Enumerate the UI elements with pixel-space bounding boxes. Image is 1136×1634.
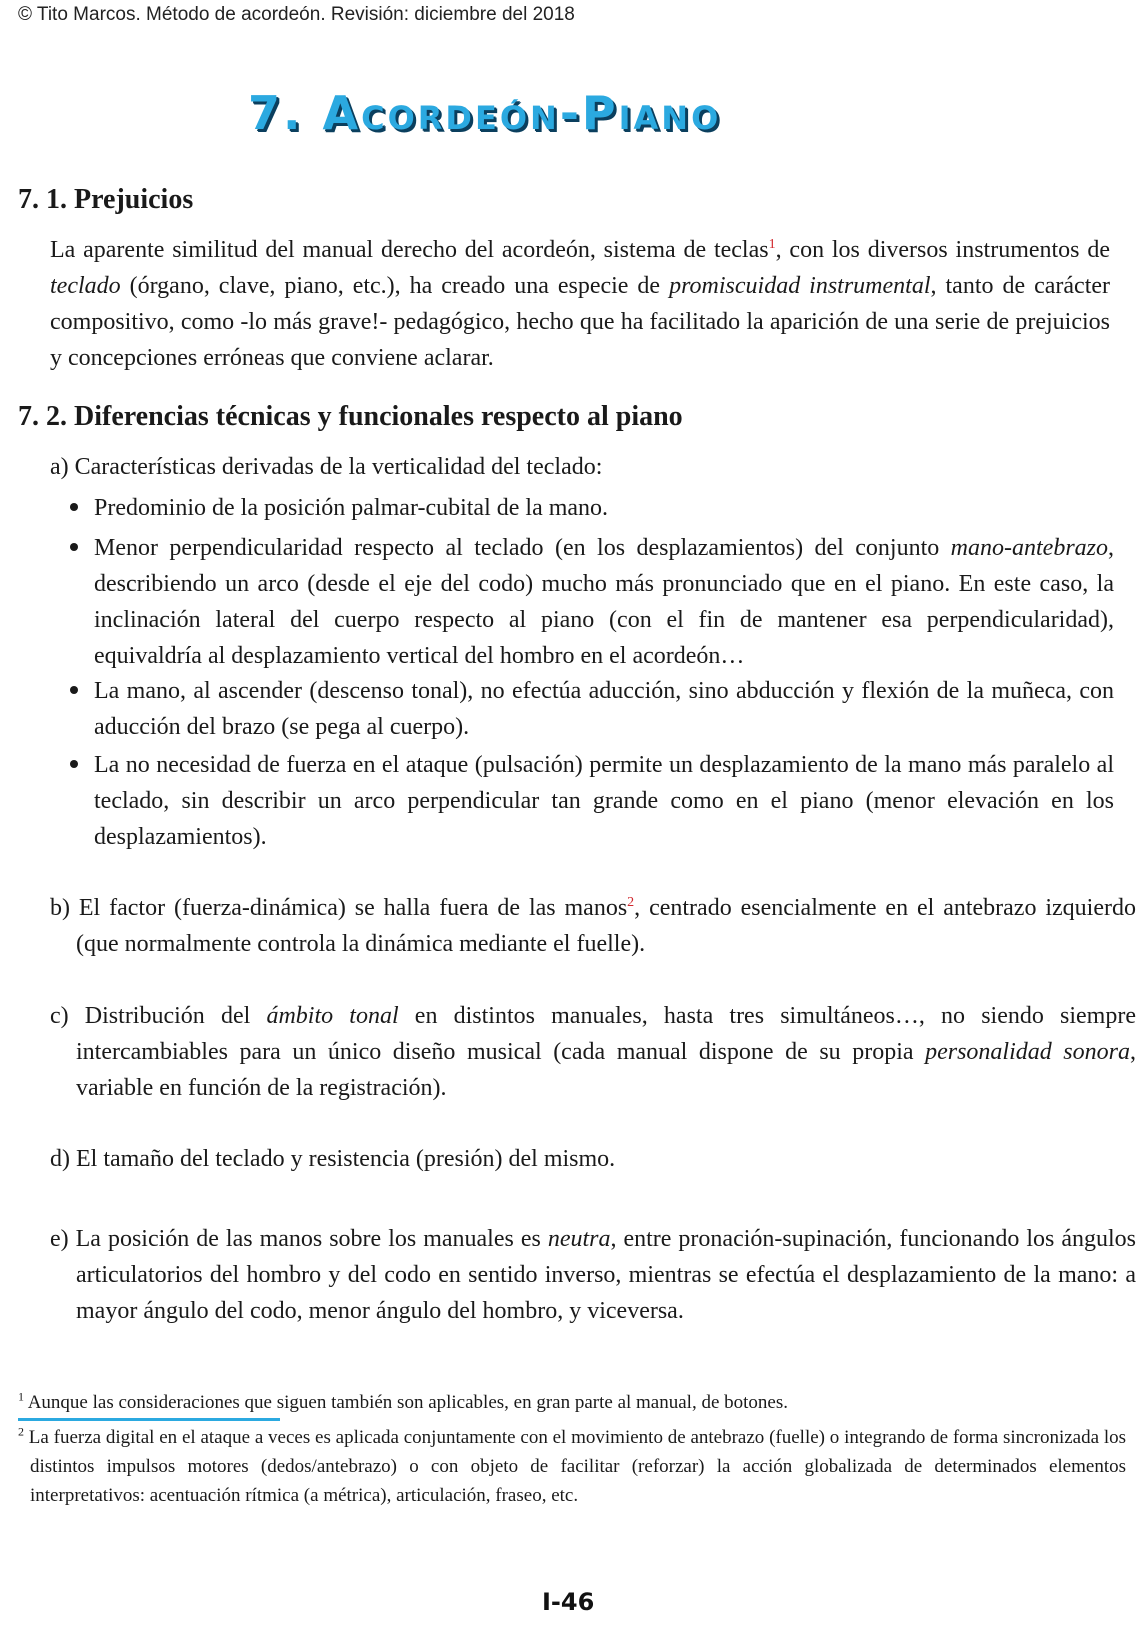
emphasis-text: neutra: [547, 1226, 611, 1252]
bullet-icon: [70, 503, 78, 511]
text-run: (órgano, clave, piano, etc.), ha creado una especie de: [120, 273, 670, 299]
footnote-ref-1[interactable]: 1: [768, 237, 776, 252]
footnote-ref-2[interactable]: 2: [627, 895, 635, 910]
footnote-2: [18, 1423, 1126, 1510]
text-run: , centrado esencialmente en el antebrazo izquierdo (que normalmente controla la dinámica mediante el fuelle).: [76, 895, 1136, 957]
footnote-divider: [18, 1418, 280, 1421]
item-b: [50, 890, 1136, 962]
text-run: c) Distribución del: [50, 1003, 267, 1029]
text-run: , entre pronación-supinación, funcionando los ángulos articulatorios del hombro y del codo en sentido inverso, mientras se efectúa el desplazamiento de la mano: a mayor ángulo del codo, menor ángulo del hombro, y viceversa.: [76, 1226, 1136, 1324]
text-run: en distintos manuales, hasta tres simultáneos…, no siendo siempre intercambiables para un único diseño musical (cada manual dispone de su propia: [76, 1003, 1136, 1065]
emphasis-text: ámbito tonal: [266, 1003, 399, 1029]
text-run: Menor perpendicularidad respecto al teclado (en los desplazamientos) del conjunto: [94, 535, 951, 561]
bullet-item: [70, 747, 1114, 855]
footnote-text: La fuerza digital en el ataque a veces es aplicada conjuntamente con el movimiento de antebrazo (fuelle) o integrando de forma sincronizada los distintos impulsos motores (dedos/antebrazo) o con objeto de facilitar (reforzar) la acción globalizada de determinados elementos interpretativos: acentuación rítmica (a métrica), articulación, fraseo, etc.: [28, 1427, 1126, 1506]
section-heading-prejuicios: 7. 1. Prejuicios: [18, 184, 194, 215]
text-run: , variable en función de la registración).: [76, 1039, 1136, 1101]
text-run: , describiendo un arco (desde el eje del codo) mucho más pronunciado que en el piano. En este caso, la inclinación lateral del cuerpo respecto al piano (con el fin de mantener esa perpendicularidad), equivaldría al desplazamiento vertical del hombro en el acordeón…: [94, 535, 1114, 669]
footnote-1: [18, 1388, 1126, 1417]
footnote-text: Aunque las consideraciones que siguen también son aplicables, en gran parte al manual, de botones.: [27, 1392, 788, 1413]
bullet-item: [70, 530, 1114, 674]
emphasis-text: teclado: [50, 273, 121, 299]
item-a-intro: a) Características derivadas de la verticalidad del teclado:: [50, 454, 603, 480]
item-e: [50, 1221, 1136, 1329]
bullet-text: La no necesidad de fuerza en el ataque (pulsación) permite un desplazamiento de la mano más paralelo al teclado, sin describir un arco perpendicular tan grande como en el piano (menor elevación en los desplazamientos).: [94, 752, 1114, 850]
emphasis-text: personalidad sonora: [925, 1039, 1130, 1065]
bullet-icon: [70, 686, 78, 694]
text-run: La aparente similitud del manual derecho del acordeón, sistema de teclas: [50, 237, 769, 263]
bullet-item: [70, 490, 1114, 526]
bullet-text: Predominio de la posición palmar-cubital de la mano.: [94, 495, 609, 521]
text-run: b) El factor (fuerza-dinámica) se halla fuera de las manos: [50, 895, 628, 921]
text-run: e) La posición de las manos sobre los manuales es: [50, 1226, 548, 1252]
emphasis-text: promiscuidad instrumental: [669, 273, 931, 299]
footnote-mark: 2: [18, 1424, 24, 1439]
chapter-title: 7. Acordeón-Piano: [248, 86, 722, 140]
emphasis-text: mano-antebrazo: [950, 535, 1108, 561]
bullet-item: [70, 673, 1114, 745]
text-run: , tanto de carácter compositivo, como -lo más grave!- pedagógico, hecho que ha facilitado la aparición de una serie de prejuicios y concepciones erróneas que conviene aclarar.: [50, 273, 1111, 371]
bullet-text: La mano, al ascender (descenso tonal), no efectúa aducción, sino abducción y flexión de la muñeca, con aducción del brazo (se pega al cuerpo).: [94, 678, 1114, 740]
section-heading-diferencias: 7. 2. Diferencias técnicas y funcionales respecto al piano: [18, 401, 683, 432]
bullet-icon: [70, 543, 78, 551]
text-run: , con los diversos instrumentos de: [775, 237, 1110, 263]
bullet-icon: [70, 760, 78, 768]
footnote-mark: 1: [18, 1389, 24, 1404]
paragraph-prejuicios: [50, 232, 1110, 376]
item-d: d) El tamaño del teclado y resistencia (presión) del mismo.: [50, 1146, 616, 1172]
item-c: [50, 998, 1136, 1106]
bullet-text: [94, 530, 1114, 674]
page-number: I-46: [542, 1588, 595, 1616]
running-header: © Tito Marcos. Método de acordeón. Revisión: diciembre del 2018: [18, 4, 575, 25]
